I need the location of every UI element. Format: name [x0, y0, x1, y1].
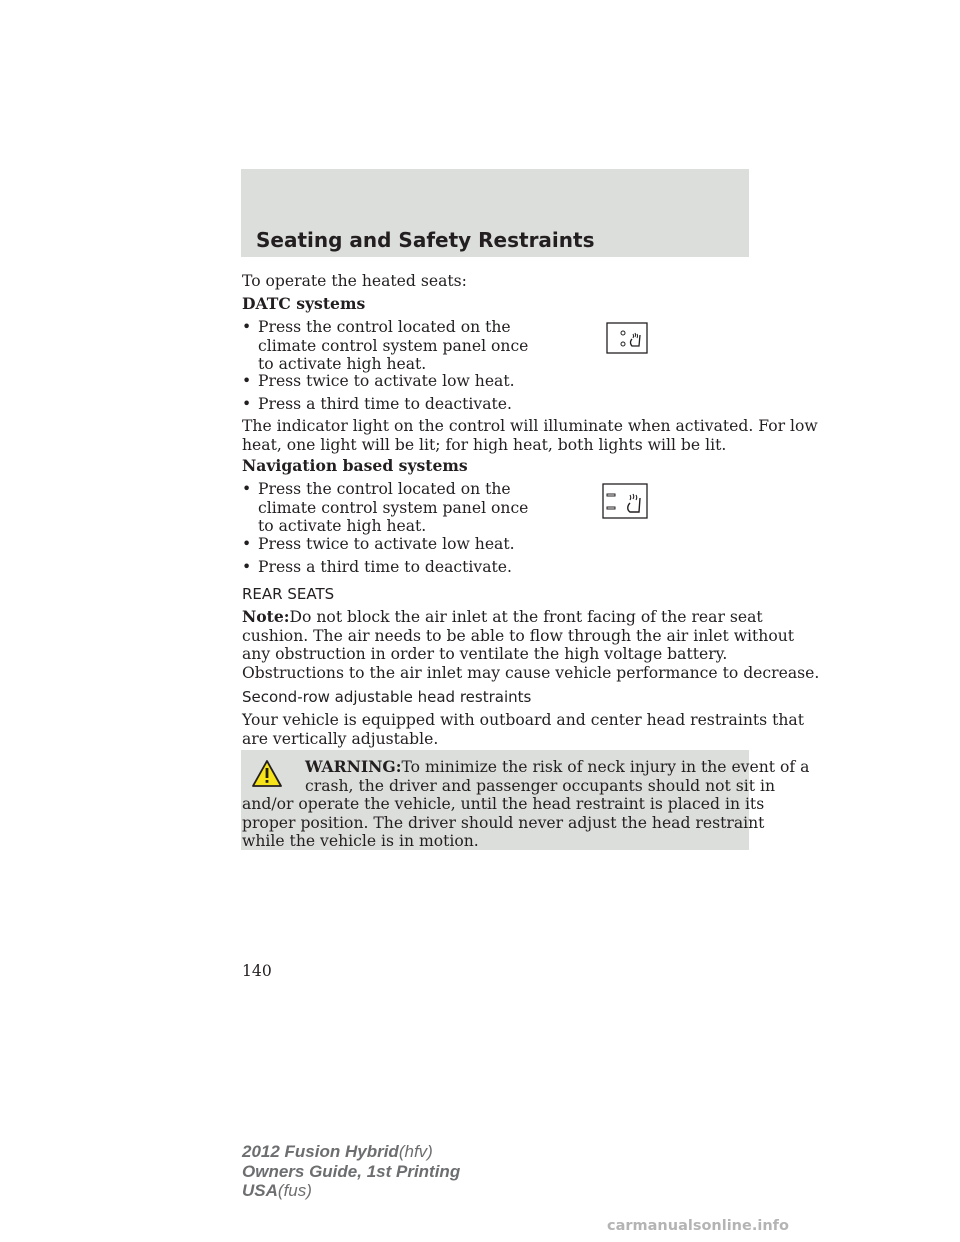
nav-bullet-1-text: Press the control located on the climate control system panel once to activate high heat.: [258, 480, 529, 536]
rear-seats-note: Note:Do not block the air inlet at the front facing of the rear seat cushion. The air needs to be able to flow through the air inlet without any obstruction in order to ventilate the high voltage battery. Obstructions to the air inlet may cause vehicle performance to decrease.: [242, 607, 820, 682]
intro-text: To operate the heated seats:: [242, 272, 467, 290]
rear-seats-heading: REAR SEATS: [242, 585, 335, 603]
datc-indicator-text: The indicator light on the control will illuminate when activated. For low heat, one light will be lit; for high heat, both lights will be lit.: [242, 417, 818, 454]
bullet-dot: •: [242, 395, 252, 413]
warning-box: [241, 750, 810, 851]
bullet-dot: •: [242, 318, 252, 336]
nav-heated-seat-control-icon: [602, 483, 648, 523]
datc-heated-seat-control-icon: [606, 322, 648, 358]
bullet-dot: •: [242, 535, 252, 553]
bullet-dot: •: [242, 558, 252, 576]
page-number: 140: [242, 962, 272, 980]
datc-heading: DATC systems: [242, 294, 366, 313]
bullet-dot: •: [242, 372, 252, 390]
warning-text: WARNING:To minimize the risk of neck injury in the event of a crash, the driver and passenger occupants should not sit in and/or operate the vehicle, until the head restraint is placed in its proper position. The driver should never adjust the head restraint while the vehicle is in motion.: [242, 757, 810, 851]
datc-bullet-1-text: Press the control located on the climate control system panel once to activate high heat.: [258, 318, 529, 374]
bullet-dot: •: [242, 480, 252, 498]
head-restraints-text: Your vehicle is equipped with outboard and center head restraints that are vertically adjustable.: [242, 711, 804, 748]
section-title: Seating and Safety Restraints: [256, 228, 595, 252]
document-footer: 2012 Fusion Hybrid(hfv) Owners Guide, 1st Printing USA(fus): [242, 1142, 461, 1200]
watermark: carmanualsonline.info: [607, 1218, 789, 1234]
head-restraints-heading: Second-row adjustable head restraints: [242, 688, 532, 706]
nav-heading: Navigation based systems: [242, 456, 468, 475]
